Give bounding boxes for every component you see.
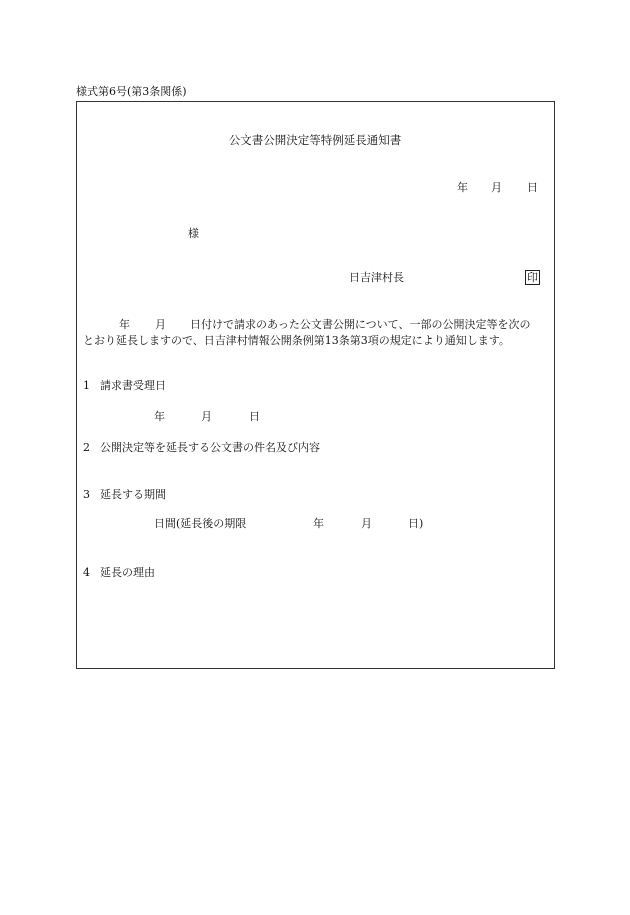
item-number: 1 [83, 379, 90, 392]
form-number-label: 様式第6号(第3条関係) [76, 85, 187, 98]
receipt-year: 年 [154, 410, 165, 423]
seal-mark: 印 [527, 271, 538, 284]
item-label: 延長する期間 [100, 488, 166, 501]
item-label: 請求書受理日 [100, 379, 166, 392]
period-day: 日) [408, 517, 424, 530]
body-paragraph [83, 317, 551, 349]
period-month: 月 [361, 517, 372, 530]
date-year: 年 [457, 181, 468, 194]
period-prefix: 日間(延長後の期限 [154, 517, 247, 530]
body-text-1: 日付けで請求のあった公文書公開について、一部の公開決定等を次の [190, 318, 531, 331]
document-title: 公文書公開決定等特例延長通知書 [228, 133, 402, 147]
date-month: 月 [491, 181, 502, 194]
item-number: 3 [83, 488, 90, 501]
date-day: 日 [527, 181, 538, 194]
body-month: 月 [155, 318, 166, 331]
item-number: 4 [83, 566, 90, 579]
item-number: 2 [83, 441, 90, 454]
body-year: 年 [119, 318, 130, 331]
body-line-1 [83, 317, 551, 333]
item-label: 延長の理由 [100, 566, 155, 579]
body-line-2: とおり延長しますので、日吉津村情報公開条例第13条第3項の規定により通知します。 [83, 334, 510, 347]
period-year: 年 [313, 517, 324, 530]
issuer-name: 日吉津村長 [349, 271, 404, 284]
item-label: 公開決定等を延長する公文書の件名及び内容 [100, 441, 320, 454]
receipt-month: 月 [201, 410, 212, 423]
receipt-day: 日 [249, 410, 260, 423]
addressee-suffix: 様 [188, 227, 199, 240]
